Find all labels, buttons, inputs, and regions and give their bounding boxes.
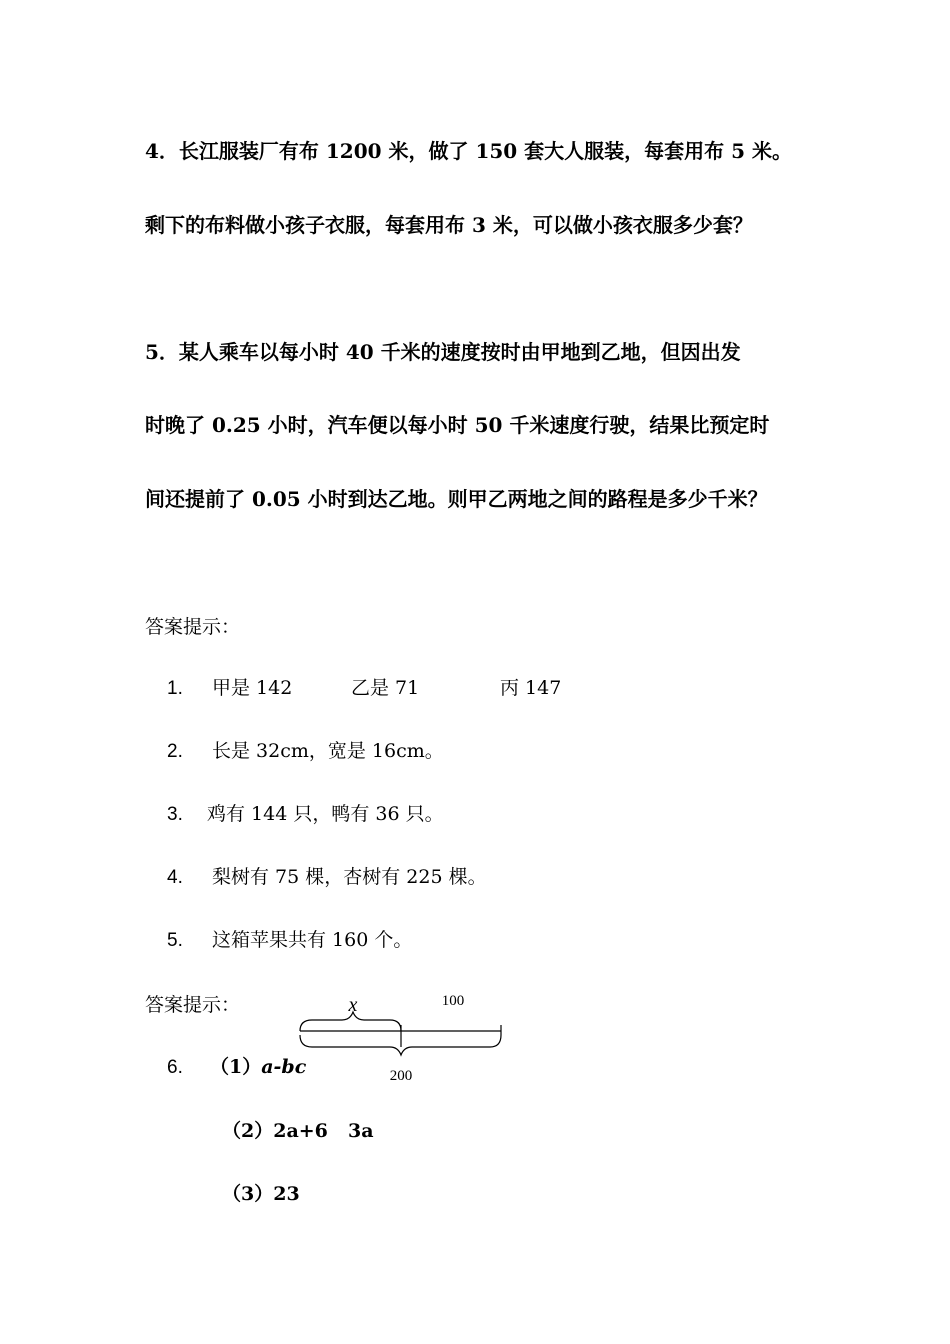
answer-item-5 — [167, 931, 183, 950]
answer-number: 6. — [167, 1057, 183, 1078]
q5-line3: 间还提前了 0.05 小时到达乙地。则甲乙两地之间的路程是多少千米？ — [145, 487, 768, 511]
sub1-label: （1） — [210, 1056, 262, 1078]
q5-line2: 时晚了 0.25 小时，汽车便以每小时 50 千米速度行驶，结果比预定时 — [145, 413, 770, 437]
answer-3-text: 鸡有 144 只，鸭有 36 只。 — [207, 803, 444, 825]
answer-number: 1. — [167, 678, 183, 699]
answer-2-text: 长是 32cm，宽是 16cm。 — [212, 740, 444, 762]
answer-number: 5. — [167, 930, 183, 951]
sub3-value: 23 — [273, 1183, 300, 1205]
answer-5-text: 这箱苹果共有 160 个。 — [212, 929, 413, 951]
sub2-expression-a: 2a+6 — [273, 1120, 328, 1142]
answer-item-4 — [167, 868, 183, 887]
q5-line1: 5．某人乘车以每小时 40 千米的速度按时由甲地到乙地，但因出发 — [145, 340, 741, 364]
answer-6-sub1 — [210, 1058, 306, 1077]
answer-item-2 — [167, 742, 183, 761]
sub1-expression: a-bc — [261, 1056, 307, 1078]
answer-item-3 — [167, 805, 183, 824]
segment-diagram — [290, 985, 520, 1085]
sub2-label: （2） — [222, 1120, 274, 1142]
label-x: x — [348, 994, 358, 1016]
q4-line2: 剩下的布料做小孩子衣服，每套用布 3 米，可以做小孩衣服多少套？ — [145, 213, 753, 237]
label-100: 100 — [441, 993, 465, 1009]
answer-item-1 — [167, 679, 183, 698]
answer-item-6 — [167, 1058, 183, 1077]
answer-1-part-b: 乙是 71 — [351, 677, 420, 699]
sub3-label: （3） — [222, 1183, 274, 1205]
answer-number: 2. — [167, 741, 183, 762]
answer-number: 4. — [167, 867, 183, 888]
sub2-expression-b: 3a — [348, 1120, 374, 1142]
answer-6-sub2 — [222, 1122, 328, 1141]
label-200: 200 — [389, 1068, 413, 1084]
answer-1-part-a: 甲是 142 — [212, 677, 293, 699]
answer-heading-2: 答案提示： — [145, 994, 241, 1016]
answer-number: 3. — [167, 804, 183, 825]
answer-4-text: 梨树有 75 棵，杏树有 225 棵。 — [212, 866, 487, 888]
answer-heading-1: 答案提示： — [145, 616, 241, 638]
q4-line1: 4．长江服装厂有布 1200 米，做了 150 套大人服装，每套用布 5 米。 — [145, 139, 793, 163]
answer-1-part-c: 丙 147 — [500, 677, 562, 699]
answer-6-sub3 — [222, 1185, 300, 1204]
